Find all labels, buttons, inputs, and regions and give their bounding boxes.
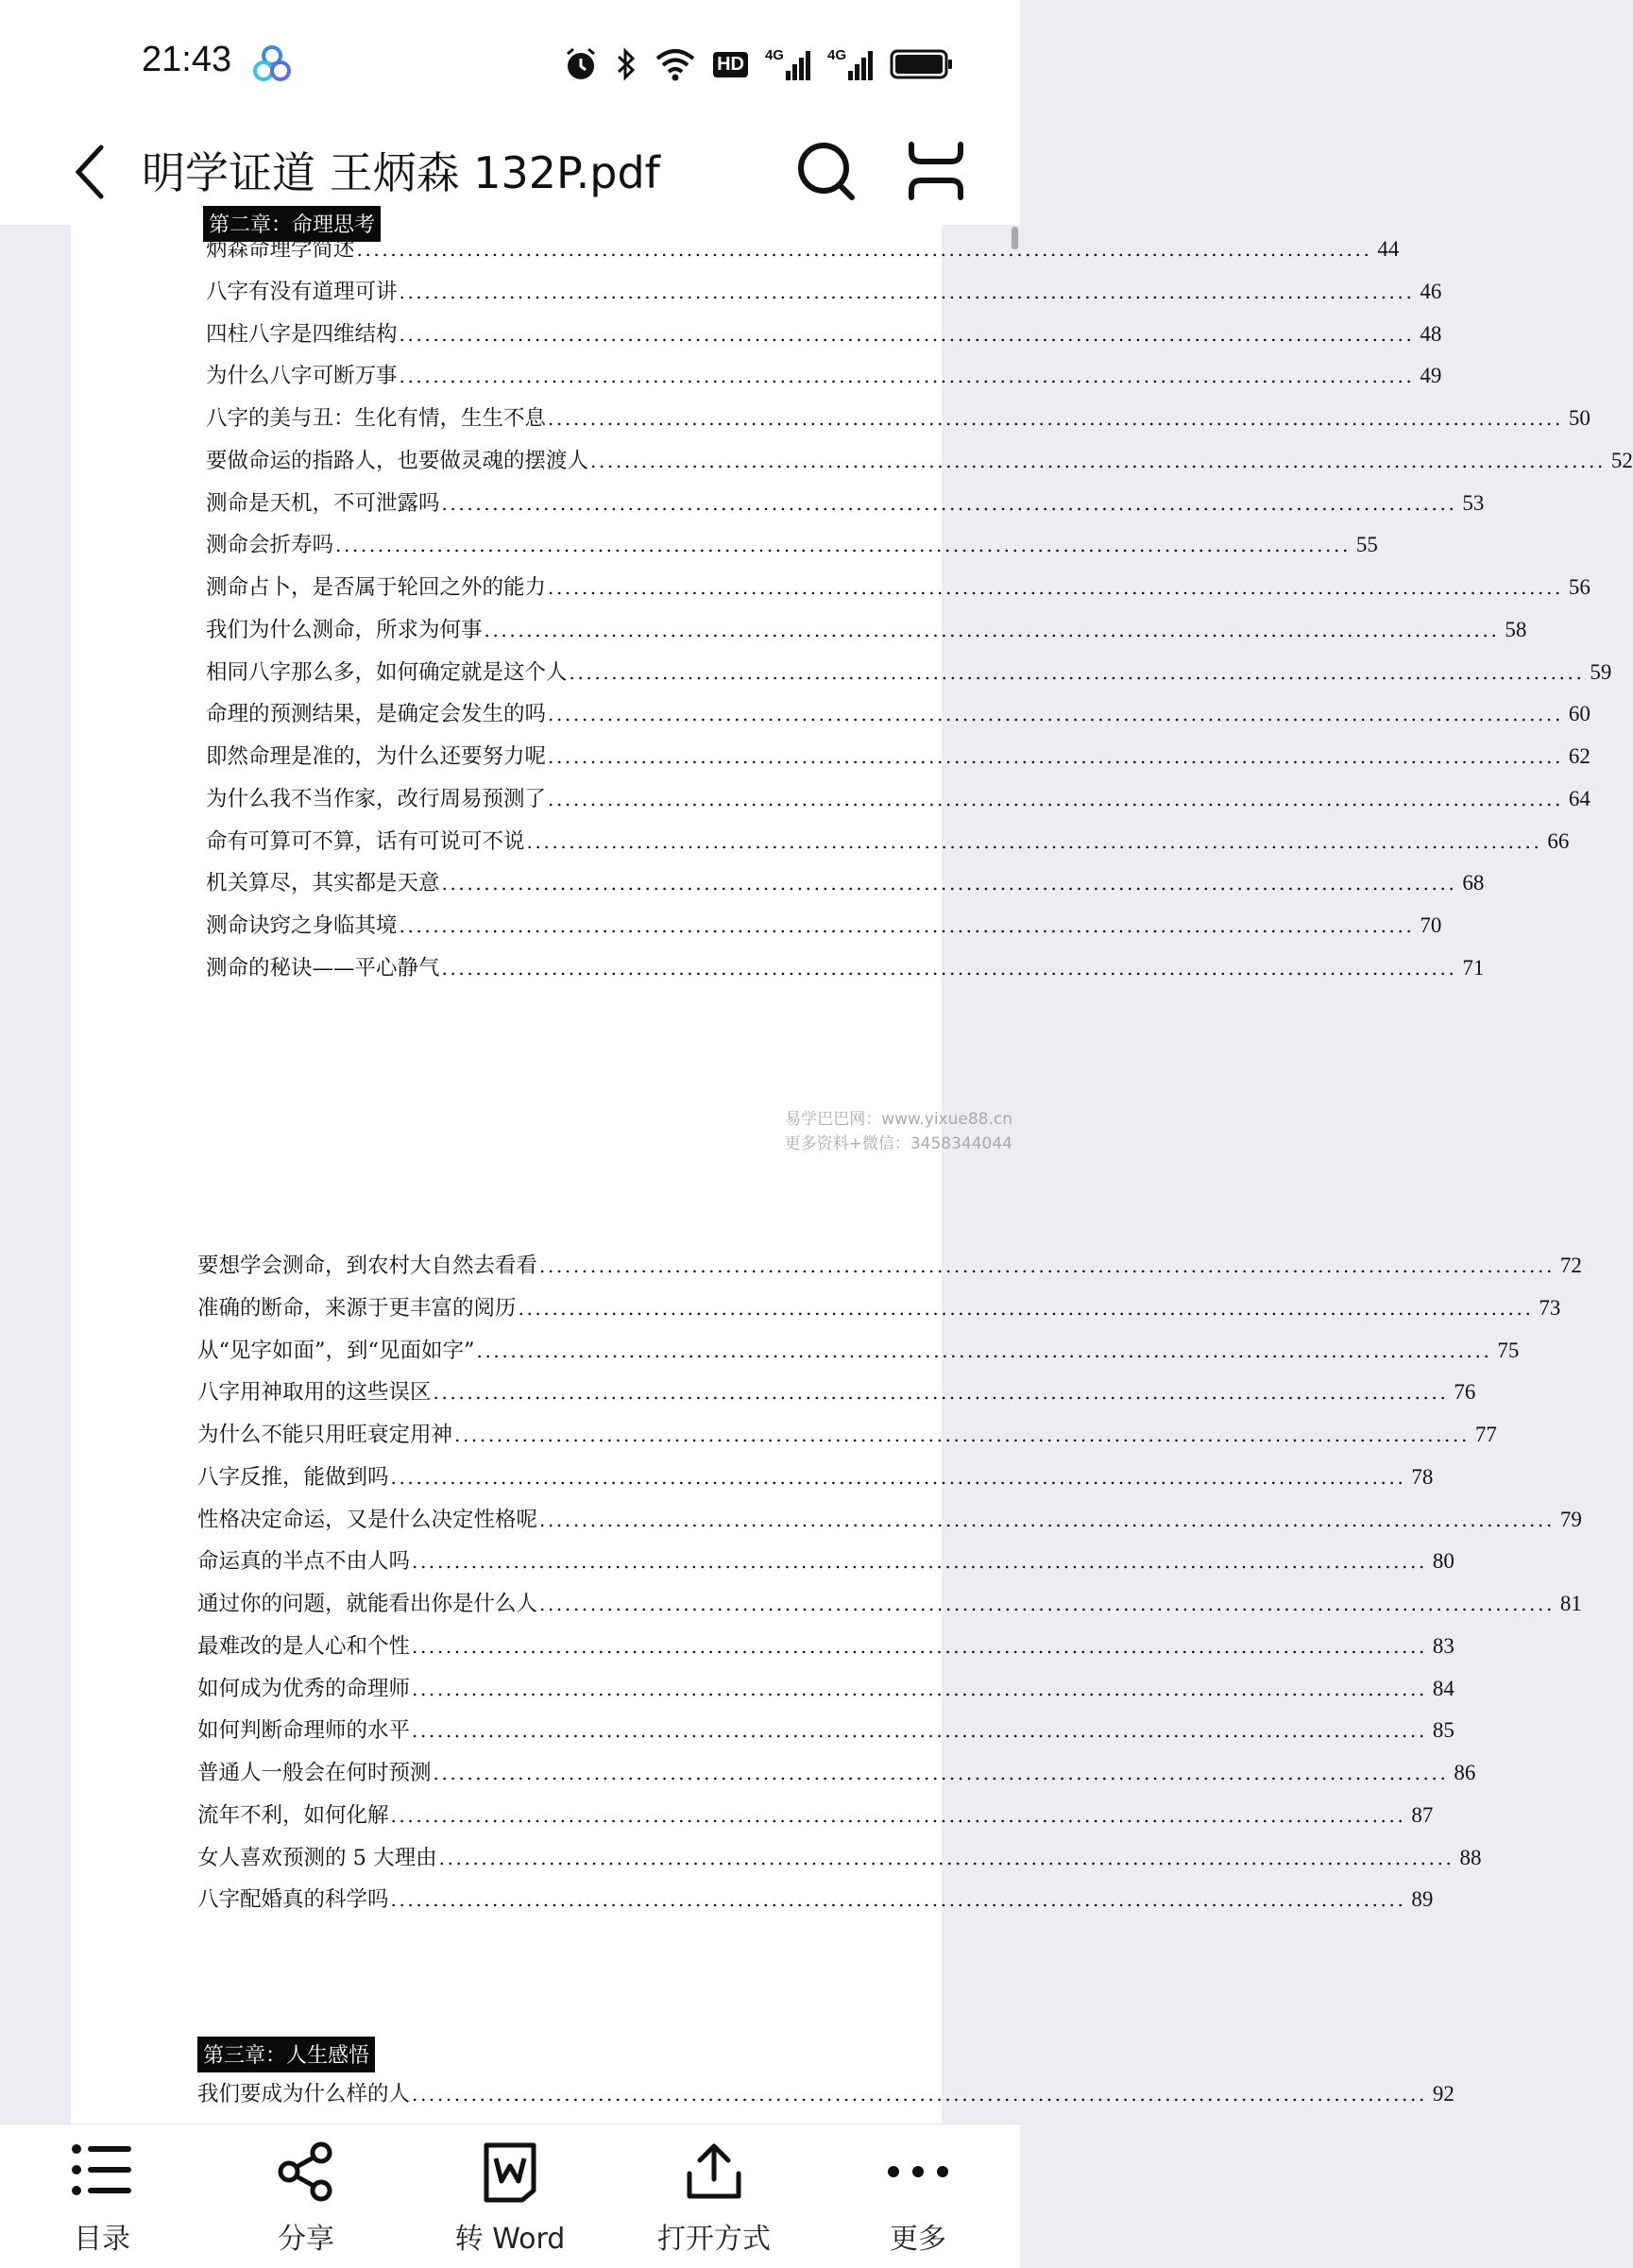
bluetooth-icon [615, 46, 638, 82]
toc-entry[interactable] [206, 486, 1485, 528]
toc-entry[interactable] [206, 571, 1590, 612]
toc-leader-dots: ........................................................................................................................ [539, 1593, 1555, 1615]
wifi-icon [655, 47, 696, 81]
toc-entry-title: 流年不利，如何化解 [197, 1802, 389, 1828]
toc-leader-dots: ........................................................................................................................ [399, 322, 1415, 346]
toc-entry[interactable] [206, 740, 1590, 781]
collapse-toolbar-button[interactable] [902, 137, 970, 205]
toc-leader-dots: ........................................................................................................................ [433, 1381, 1449, 1405]
toc-entry[interactable] [206, 232, 1400, 274]
toc-entry-page: 72 [1559, 1253, 1582, 1277]
toc-entry[interactable] [197, 1587, 1582, 1629]
toc-entry-page: 62 [1568, 744, 1590, 768]
toc-leader-dots: ........................................................................................................................ [412, 1719, 1427, 1743]
toc-entry[interactable] [206, 401, 1590, 443]
toc-entry-page: 52 [1610, 448, 1633, 472]
toc-entry-title: 命有可算可不算，话有可说可不说 [206, 828, 525, 854]
toc-entry-title: 准确的断命，来源于更丰富的阅历 [197, 1295, 517, 1321]
toc-entry-title: 机关算尽，其实都是天意 [206, 871, 440, 896]
toc-entry-title: 我们为什么测命，所求为何事 [206, 617, 483, 642]
toc-entry-page: 70 [1420, 913, 1442, 937]
toc-entry-title: 普通人一般会在何时预测 [197, 1761, 432, 1785]
chevron-left-icon [71, 144, 109, 200]
toc-leader-dots: ........................................................................................................................ [335, 534, 1351, 557]
toc-entry-page: 73 [1539, 1295, 1561, 1320]
toc-entry-page: 92 [1432, 2082, 1454, 2106]
toc-entry[interactable] [197, 1418, 1497, 1459]
search-icon [791, 137, 859, 205]
toc-leader-dots: ........................................................................................................................ [569, 660, 1585, 684]
toc-entry-title: 为什么不能只用旺衰定用神 [197, 1423, 453, 1447]
toc-entry-page: 48 [1420, 321, 1442, 346]
watermark-line: 易学巴巴网：www.yixue88.cn [785, 1110, 1012, 1129]
toc-leader-dots: ........................................................................................................................ [433, 1762, 1449, 1784]
toc-entry[interactable] [206, 825, 1570, 866]
toolbar-label: 打开方式 [657, 2223, 771, 2256]
toc-entry[interactable] [197, 1629, 1454, 1671]
toolbar-label: 更多 [890, 2223, 946, 2256]
toc-entry-title: 为什么八字可断万事 [206, 364, 398, 389]
toc-leader-dots: ........................................................................................................................ [399, 365, 1415, 388]
toc-leader-dots: ........................................................................................................................ [548, 745, 1563, 768]
toc-entry[interactable] [197, 1672, 1454, 1714]
toc-leader-dots: ........................................................................................................................ [441, 956, 1457, 980]
toc-entry-title: 为什么我不当作家，改行周易预测了 [206, 786, 547, 811]
toc-entry-title: 通过你的问题，就能看出你是什么人 [197, 1592, 538, 1616]
toc-entry-page: 88 [1459, 1845, 1482, 1869]
toolbar-label: 转 Word [454, 2223, 566, 2256]
chapter-heading: 第三章：人生感悟 [197, 2037, 375, 2072]
toc-entry-title: 性格决定命运，又是什么决定性格呢 [197, 1507, 538, 1532]
toc-entry[interactable] [197, 1375, 1476, 1417]
toc-entry-page: 50 [1568, 406, 1590, 430]
alarm-icon [564, 46, 598, 82]
toc-entry-page: 77 [1474, 1423, 1497, 1446]
toc-leader-dots: ........................................................................................................................ [548, 787, 1563, 810]
toc-entry-title: 测命的秘诀——平心静气 [206, 955, 440, 981]
toc-leader-dots: ........................................................................................................................ [441, 872, 1457, 895]
toc-leader-dots: ........................................................................................................................ [356, 238, 1372, 261]
toc-entry-page: 84 [1432, 1676, 1454, 1700]
toc-leader-dots: ........................................................................................................................ [412, 1550, 1427, 1574]
toc-entry-title: 从“见字如面”，到“见面如字” [197, 1338, 475, 1363]
toc-entry-page: 75 [1497, 1338, 1520, 1362]
word-convert-icon [481, 2141, 539, 2204]
bottom-toolbar [0, 2123, 1020, 2268]
toc-leader-dots: ........................................................................................................................ [399, 914, 1415, 937]
toolbar-label: 目录 [74, 2223, 130, 2256]
toc-entry-page: 56 [1568, 575, 1590, 599]
signal-4g-icon: 4G [827, 48, 873, 80]
toc-entry-title: 八字用神取用的这些误区 [197, 1380, 432, 1406]
toc-leader-dots: ........................................................................................................................ [412, 2083, 1427, 2106]
toc-entry-title: 八字的美与丑：生化有情，生生不息 [206, 406, 547, 431]
toc-entry-title: 测命占卜，是否属于轮回之外的能力 [206, 575, 547, 600]
toc-button[interactable] [26, 2124, 178, 2268]
toc-entry[interactable] [206, 866, 1485, 908]
toc-leader-dots: ........................................................................................................................ [590, 449, 1606, 472]
toc-entry-page: 66 [1547, 828, 1570, 853]
share-button[interactable] [230, 2124, 382, 2268]
toc-entry-title: 命运真的半点不由人吗 [197, 1549, 411, 1575]
toc-leader-dots: ........................................................................................................................ [476, 1339, 1492, 1362]
toc-entry-title: 最难改的是人心和个性 [197, 1633, 411, 1659]
search-button[interactable] [791, 137, 859, 205]
toc-entry-page: 46 [1420, 279, 1442, 303]
toc-entry-title: 女人喜欢预测的 5 大理由 [197, 1845, 437, 1870]
toc-entry[interactable] [206, 909, 1442, 950]
toc-entry[interactable] [197, 1544, 1454, 1586]
toc-leader-dots: ........................................................................................................................ [484, 618, 1500, 641]
toc-entry-title: 命理的预测结果，是确定会发生的吗 [206, 702, 547, 727]
toc-entry-title: 我们要成为什么样的人 [197, 2082, 411, 2106]
toc-entry[interactable] [197, 1841, 1482, 1883]
toc-entry[interactable] [206, 782, 1590, 824]
status-time: 21:43 [142, 40, 232, 79]
toc-leader-dots: ........................................................................................................................ [539, 1508, 1555, 1531]
toc-entry-title: 要做命运的指路人，也要做灵魂的摆渡人 [206, 448, 589, 473]
toc-entry[interactable] [206, 275, 1442, 316]
toc-entry[interactable] [206, 317, 1442, 359]
toc-entry-page: 59 [1590, 659, 1612, 684]
toc-entry[interactable] [197, 1799, 1434, 1840]
toc-entry-title: 测命会折寿吗 [206, 533, 334, 558]
toc-entry-page: 44 [1377, 237, 1400, 261]
toc-entry-page: 83 [1432, 1633, 1454, 1658]
document-viewport[interactable] [0, 213, 1633, 2123]
share-icon [276, 2141, 336, 2202]
toc-leader-dots: ........................................................................................................................ [454, 1424, 1470, 1446]
toc-entry-title: 八字有没有道理可讲 [206, 279, 398, 304]
toc-leader-dots: ........................................................................................................................ [548, 703, 1563, 726]
toc-entry-title: 炳森命理学简述 [206, 237, 355, 262]
toc-entry-title: 如何成为优秀的命理师 [197, 1676, 411, 1701]
toc-entry-title: 即然命理是准的，为什么还要努力呢 [206, 744, 547, 769]
toc-entry-page: 79 [1559, 1507, 1582, 1531]
toc-leader-dots: ........................................................................................................................ [548, 576, 1563, 599]
toc-leader-dots: ........................................................................................................................ [526, 829, 1542, 853]
toc-leader-dots: ........................................................................................................................ [390, 1888, 1406, 1912]
toc-entry-page: 64 [1568, 786, 1590, 810]
open-with-button[interactable] [638, 2124, 790, 2268]
toc-entry-page: 55 [1355, 533, 1378, 557]
toc-entry[interactable] [197, 1883, 1434, 1924]
collapse-icon [902, 137, 970, 205]
toc-entry-page: 81 [1559, 1592, 1582, 1615]
toc-entry-page: 71 [1462, 955, 1485, 980]
app-notification-icon [253, 45, 291, 83]
toc-entry-page: 87 [1411, 1802, 1434, 1827]
status-bar [0, 0, 1020, 123]
toc-leader-dots: ........................................................................................................................ [539, 1254, 1555, 1277]
toc-entry-title: 测命是天机，不可泄露吗 [206, 490, 440, 516]
chapter-heading: 第二章：命理思考 [203, 206, 381, 242]
toc-entry[interactable] [206, 656, 1612, 697]
toc-entry-title: 四柱八字是四维结构 [206, 321, 398, 347]
toc-entry[interactable] [197, 1249, 1582, 1290]
document-title: 明学证道 王炳森 132P.pdf [142, 147, 660, 198]
convert-word-button[interactable] [434, 2124, 586, 2268]
toc-leader-dots: ........................................................................................................................ [518, 1296, 1534, 1320]
toolbar-label: 分享 [278, 2223, 334, 2256]
toc-entry-page: 53 [1462, 490, 1485, 515]
toc-leader-dots: ........................................................................................................................ [390, 1465, 1406, 1489]
toc-entry[interactable] [206, 697, 1590, 739]
status-icons [564, 43, 954, 85]
toc-leader-dots: ........................................................................................................................ [441, 491, 1457, 515]
toc-entry-page: 85 [1432, 1718, 1454, 1743]
toc-entry-title: 八字配婚真的科学吗 [197, 1887, 389, 1913]
toc-entry-page: 60 [1568, 702, 1590, 726]
toc-entry[interactable] [197, 1503, 1582, 1544]
toc-leader-dots: ........................................................................................................................ [390, 1803, 1406, 1827]
battery-icon [890, 49, 954, 79]
toc-entry[interactable] [197, 1714, 1454, 1755]
back-button[interactable] [57, 134, 123, 210]
toc-entry-page: 80 [1432, 1549, 1454, 1574]
pdf-page [71, 1173, 1582, 2212]
toc-entry[interactable] [206, 951, 1485, 993]
toc-entry-page: 89 [1411, 1887, 1434, 1912]
more-icon [885, 2141, 951, 2202]
toc-entry-title: 测命诀窍之身临其境 [206, 913, 398, 938]
toc-entry[interactable] [206, 444, 1633, 486]
toc-leader-dots: ........................................................................................................................ [412, 1634, 1427, 1658]
more-button[interactable] [842, 2124, 994, 2268]
list-icon [71, 2141, 133, 2198]
toc-entry-title: 八字反推，能做到吗 [197, 1464, 389, 1490]
toc-entry-page: 68 [1462, 871, 1485, 895]
toc-entry-page: 76 [1454, 1380, 1476, 1405]
toc-leader-dots: ........................................................................................................................ [548, 407, 1563, 430]
toc-entry-title: 要想学会测命，到农村大自然去看看 [197, 1253, 538, 1278]
toc-entry[interactable] [197, 1334, 1520, 1375]
signal-4g-icon: 4G [765, 48, 810, 80]
toc-entry[interactable] [206, 528, 1378, 570]
toc-entry-title: 相同八字那么多，如何确定就是这个人 [206, 659, 568, 685]
open-with-icon [685, 2141, 743, 2202]
hd-icon: HD [713, 52, 748, 77]
watermark-line: 更多资料+微信：3458344044 [784, 1134, 1012, 1153]
toc-entry[interactable] [197, 1291, 1561, 1333]
toc-leader-dots: ........................................................................................................................ [438, 1846, 1454, 1869]
toc-entry-page: 49 [1420, 364, 1442, 388]
toc-entry[interactable] [197, 1460, 1434, 1502]
toc-entry[interactable] [206, 359, 1442, 401]
toc-entry[interactable] [206, 613, 1527, 655]
toc-entry[interactable] [197, 1756, 1476, 1798]
toc-leader-dots: ........................................................................................................................ [412, 1677, 1427, 1700]
toc-entry-title: 如何判断命理师的水平 [197, 1718, 411, 1744]
toc-entry[interactable] [197, 2077, 1454, 2119]
toc-leader-dots: ........................................................................................................................ [399, 280, 1415, 303]
toc-entry-page: 78 [1411, 1464, 1434, 1489]
toc-entry-page: 86 [1454, 1761, 1476, 1784]
watermark [785, 1107, 1012, 1156]
toc-entry-page: 58 [1505, 617, 1527, 641]
